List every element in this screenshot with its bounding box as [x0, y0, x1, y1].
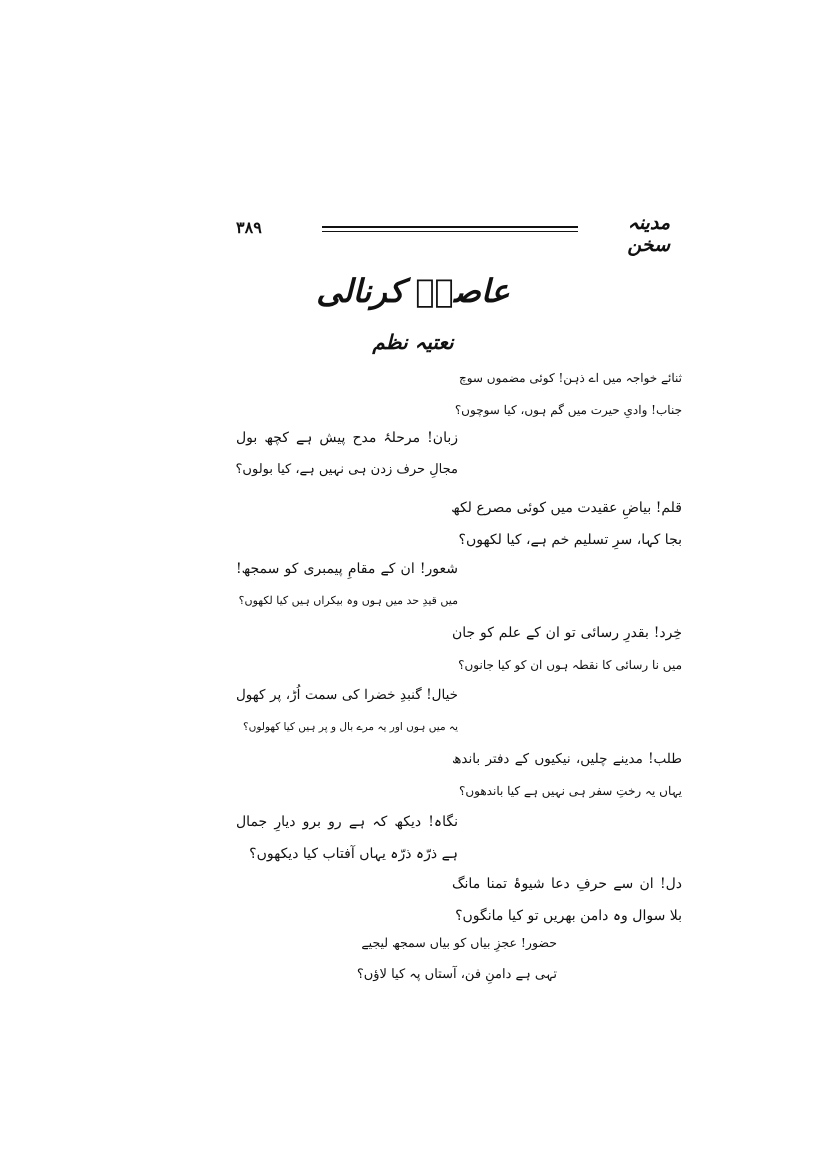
- verse-line: طلب! مدینے چلیں، نیکیوں کے دفتر باندھ: [452, 751, 682, 767]
- verse-line: ثنائے خواجہ میں اے ذہن! کوئی مضموں سوچ: [458, 371, 682, 385]
- stanza: [452, 743, 682, 807]
- verse-line: زبان! مرحلۂ مدح پیش ہے کچھ بول: [236, 430, 458, 446]
- verse-line: جناب! وادیِ حیرت میں گم ہوں، کیا سوچوں؟: [454, 403, 682, 417]
- running-header-title: مدینہ سخن: [627, 212, 670, 256]
- stanza: [236, 422, 458, 486]
- verse-line: خِرد! بقدرِ رسائی تو ان کے علم کو جان: [452, 625, 682, 641]
- verse-line: تہی ہے دامنِ فن، آستاں پہ کیا لاؤں؟: [356, 967, 557, 982]
- stanza: [357, 927, 557, 991]
- stanza: [236, 806, 458, 870]
- stanza: [236, 553, 458, 617]
- page-number: ۳۸۹: [236, 218, 262, 237]
- verse-line: بلا سوال وہ دامن بھریں تو کیا مانگوں؟: [455, 908, 682, 924]
- verse-line: قلم! بیاضِ عقیدت میں کوئی مصرع لکھ: [451, 500, 682, 516]
- stanza: [452, 492, 682, 556]
- verse-line: ہے ذرّہ ذرّہ یہاں آفتاب کیا دیکھوں؟: [249, 846, 458, 862]
- verse-line: یہ میں ہوں اور یہ مرے بال و پر ہیں کیا کھولوں؟: [243, 721, 458, 733]
- poem-genre: نعتیہ نظم: [372, 330, 454, 354]
- verse-line: میں قیدِ حد میں ہوں وہ بیکراں ہیں کیا لکھوں؟: [238, 594, 458, 607]
- verse-line: خیال! گنبدِ خضرا کی سمت اُڑ، پر کھول: [236, 687, 458, 703]
- stanza: [452, 362, 682, 426]
- stanza: [236, 679, 458, 743]
- verse-line: مجالِ حرف زدن ہی نہیں ہے، کیا بولوں؟: [235, 462, 458, 477]
- poet-name: عاصیؔ کرنالی: [316, 272, 510, 310]
- verse-line: میں نا رسائی کا نقطہ ہوں ان کو کیا جانوں؟: [458, 658, 682, 672]
- verse-line: نگاہ! دیکھ کہ ہے رو برو دیارِ جمال: [236, 814, 458, 830]
- verse-line: بجا کہا، سرِ تسلیم خم ہے، کیا لکھوں؟: [458, 532, 682, 548]
- verse-line: حضور! عجزِ بیاں کو بیاں سمجھ لیجیے: [361, 935, 557, 950]
- header-rule: [322, 226, 578, 232]
- verse-line: دل! ان سے حرفِ دعا شیوۂ تمنا مانگ: [452, 876, 682, 892]
- stanza: [452, 868, 682, 932]
- verse-line: شعور! ان کے مقامِ پیمبری کو سمجھ!: [236, 561, 458, 577]
- stanza: [452, 617, 682, 681]
- verse-line: یہاں یہ رختِ سفر ہی نہیں ہے کیا باندھوں؟: [458, 784, 682, 798]
